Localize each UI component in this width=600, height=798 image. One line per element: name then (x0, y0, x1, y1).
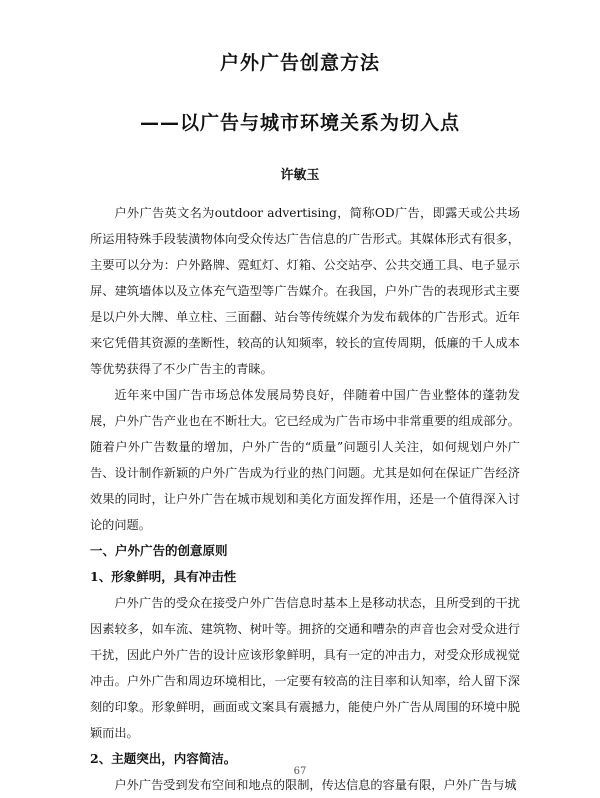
author-name: 许敏玉 (280, 168, 320, 183)
paragraph-market: 近年来中国广告市场总体发展局势良好，伴随着中国广告业整体的蓬勃发展，户外广告产业也在不断壮大。它已经成为广告市场中非常重要的组成部分。随着户外广告数量的增加，户外广告的“质量”问题引人关注，如何规划户外广告、设计制作新颖的户外广告成为行业的热门问题。尤其是如何在保证广告经济效果的同时，让户外广告在城市规划和美化方面发挥作用，还是一个值得深入讨论的问题。 (90, 388, 520, 532)
paragraph-image: 户外广告的受众在接受户外广告信息时基本上是移动状态，且所受到的干扰因素较多，如车流、建筑物、树叶等。拥挤的交通和嘈杂的声音也会对受众进行干扰，因此户外广告的设计应该形象鲜明，具有一定的冲击力，对受众形成视觉冲击。户外广告和周边环境相比，一定要有较高的注目率和认知率，给人留下深刻的印象。形象鲜明，画面或文案具有震撼力，能使户外广告从周围的环境中脱颖而出。 (90, 596, 520, 740)
paragraph-theme: 户外广告受到发布空间和地点的限制，传达信息的容量有限，户外广告与城 (114, 778, 517, 792)
page-number: 67 (293, 766, 307, 777)
subsection-heading-2: 2、主题突出，内容简洁。 (90, 751, 237, 766)
page-subtitle: ——以广告与城市环境关系为切入点 (139, 112, 460, 134)
paragraph-intro: 户外广告英文名为outdoor advertising，简称OD广告，即露天或公共场所运用特殊手段装潢物体向受众传达广告信息的广告形式。其媒体形式有很多，主要可以分为：户外路牌、霓虹灯、灯箱、公交站亭、公共交通工具、电子显示屏、建筑墙体以及立体充气造型等广告媒介。在我国，户外广告的表现形式主要是以户外大牌、单立柱、三面翻、站台等传统媒介为发布载体的广告形式。近年来它凭借其资源的垄断性，较高的认知频率，较长的宣传周期，低廉的千人成本等优势获得了不少广告主的青睐。 (90, 206, 520, 376)
section-heading: 一、户外广告的创意原则 (90, 543, 228, 558)
document-body (90, 200, 520, 798)
subsection-heading-1: 1、形象鲜明，具有冲击性 (90, 569, 237, 584)
page-title: 户外广告创意方法 (219, 52, 380, 74)
